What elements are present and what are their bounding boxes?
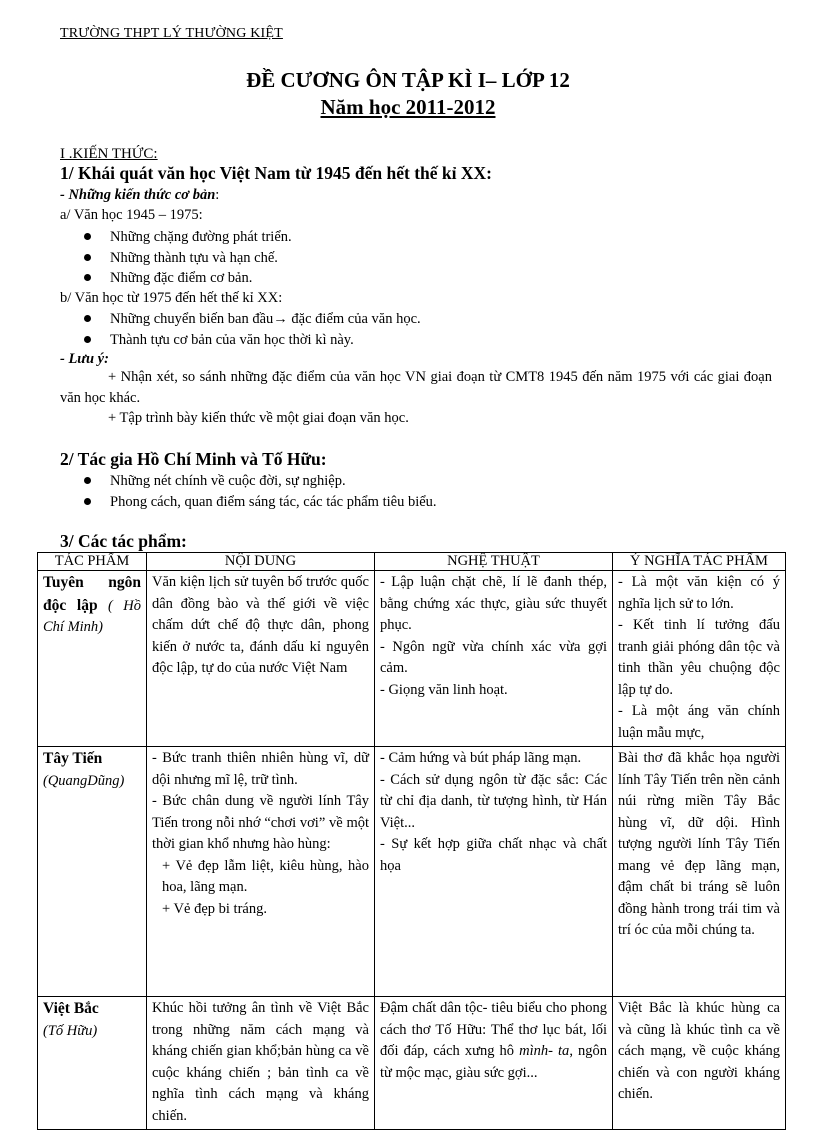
table-row <box>38 571 786 747</box>
subsection-heading-overview: 1/ Khái quát văn học Việt Nam từ 1945 đến hết thế kỉ XX: <box>60 163 492 183</box>
work-cell <box>38 571 147 747</box>
authors-list <box>80 472 437 513</box>
bullet-icon <box>84 274 91 281</box>
work-title: Tuyên ngôn độc lập <box>43 574 141 614</box>
bullet-icon <box>84 233 91 240</box>
list-item: Những đặc điểm cơ bản. <box>80 269 292 290</box>
note-label: - Lưu ý: <box>60 351 109 367</box>
document-title: ĐỀ CƯƠNG ÔN TẬP KÌ I– LỚP 12 <box>246 68 570 92</box>
bullet-icon <box>84 477 91 484</box>
column-header: TÁC PHẨM <box>38 553 147 571</box>
list-item: Những nét chính về cuộc đời, sự nghiệp. <box>80 472 437 493</box>
work-author: (QuangDũng) <box>43 772 125 789</box>
note-item: + Tập trình bày kiến thức về một giai đoạn văn học. <box>108 410 409 426</box>
bullet-icon <box>84 498 91 505</box>
list-item: Những chặng đường phát triển. <box>80 228 292 249</box>
bullet-icon <box>84 315 91 322</box>
school-name: TRƯỜNG THPT LÝ THƯỜNG KIỆT <box>60 26 283 41</box>
art-cell: Đậm chất dân tộc- tiêu biểu cho phong cách thơ Tố Hữu: Thể thơ lục bát, lối đối đáp, cách xưng hô mình- ta, ngôn từ mộc mạc, giàu sức gợi... <box>375 997 613 1130</box>
work-author: (Tố Hữu) <box>43 1022 98 1039</box>
work-title: Việt Bắc <box>43 1000 99 1017</box>
note-item: + Nhận xét, so sánh những đặc điểm của văn học VN giai đoạn từ CMT8 1945 đến năm 1975 với các giai đoạn văn học khác. <box>60 369 772 406</box>
subsection-heading-works: 3/ Các tác phẩm: <box>60 531 187 551</box>
meaning-cell: Bài thơ đã khắc họa người lính Tây Tiến trên nền cảnh núi rừng miền Tây Bắc hùng vĩ, dữ dội. Hình tượng người lính Tây Tiến mang vẻ đẹp lãng mạn, đậm chất bi tráng sẽ luôn đồng hành trong trái tim và trí óc của mỗi chúng ta. <box>613 747 786 997</box>
table-header-row <box>38 553 786 571</box>
art-cell: - Cảm hứng và bút pháp lãng mạn. - Cách sử dụng ngôn từ đặc sắc: Các từ chỉ địa danh, từ tượng hình, từ Hán Việt... - Sự kết hợp giữa chất nhạc và chất họa <box>375 747 613 997</box>
table-row <box>38 747 786 997</box>
work-author: ( Hồ Chí Minh) <box>43 597 141 635</box>
list-item: Những chuyển biến ban đầu→ đặc điểm của văn học. <box>80 310 421 331</box>
column-header: Ý NGHĨA TÁC PHẨM <box>613 553 786 571</box>
bullet-icon <box>84 336 91 343</box>
table-row <box>38 997 786 1130</box>
list-item: Thành tựu cơ bản của văn học thời kì này. <box>80 331 421 352</box>
work-cell <box>38 997 147 1130</box>
art-cell: - Lập luận chặt chẽ, lí lẽ đanh thép, bằng chứng xác thực, giàu sức thuyết phục. - Ngôn ngữ vừa chính xác vừa gợi cảm. - Giọng văn linh hoạt. <box>375 571 613 747</box>
period-a-label: a/ Văn học 1945 – 1975: <box>60 207 203 223</box>
works-table <box>37 552 786 1130</box>
content-cell: - Bức tranh thiên nhiên hùng vĩ, dữ dội nhưng mĩ lệ, trữ tình. - Bức chân dung về người lính Tây Tiến trong nỗi nhớ “chơi vơi” về một thời gian khổ nhưng hào hùng: + Vẻ đẹp lẫm liệt, kiêu hùng, hào hoa, lãng mạn. + Vẻ đẹp bi tráng. <box>147 747 375 997</box>
content-cell: Văn kiện lịch sử tuyên bố trước quốc dân đồng bào và thế giới về việc chấm dứt chế độ thực dân, phong kiến ở nước ta, đánh dấu kỉ nguyên độc lập, tự do của nước Việt Nam <box>147 571 375 747</box>
work-title: Tây Tiến <box>43 750 103 767</box>
period-a-list <box>80 228 292 290</box>
school-year: Năm học 2011-2012 <box>320 95 496 119</box>
meaning-cell: - Là một văn kiện có ý nghĩa lịch sử to lớn. - Kết tinh lí tưởng đấu tranh giải phóng dân tộc và tinh thần yêu chuộng độc lập tự do. - Là một áng văn chính luận mẫu mực, <box>613 571 786 747</box>
column-header: NỘI DUNG <box>147 553 375 571</box>
section-heading-knowledge: I .KIẾN THỨC: <box>60 146 158 162</box>
work-cell <box>38 747 147 997</box>
list-item: Phong cách, quan điểm sáng tác, các tác phẩm tiêu biểu. <box>80 493 437 514</box>
bullet-icon <box>84 254 91 261</box>
subsection-heading-authors: 2/ Tác gia Hồ Chí Minh và Tố Hữu: <box>60 449 327 469</box>
period-b-label: b/ Văn học từ 1975 đến hết thế kỉ XX: <box>60 290 283 306</box>
list-item: Những thành tựu và hạn chế. <box>80 249 292 270</box>
content-cell: Khúc hồi tưởng ân tình về Việt Bắc trong những năm cách mạng và kháng chiến gian khổ;bản hùng ca về cuộc kháng chiến ; bản tình ca về nghĩa tình cách mạng và kháng chiến. <box>147 997 375 1130</box>
basics-label: - Những kiến thức cơ bản: <box>60 187 220 203</box>
column-header: NGHỆ THUẬT <box>375 553 613 571</box>
period-b-list <box>80 310 421 351</box>
meaning-cell: Việt Bắc là khúc hùng ca và cũng là khúc tình ca về cách mạng, về cuộc kháng chiến và con người kháng chiến. <box>613 997 786 1130</box>
